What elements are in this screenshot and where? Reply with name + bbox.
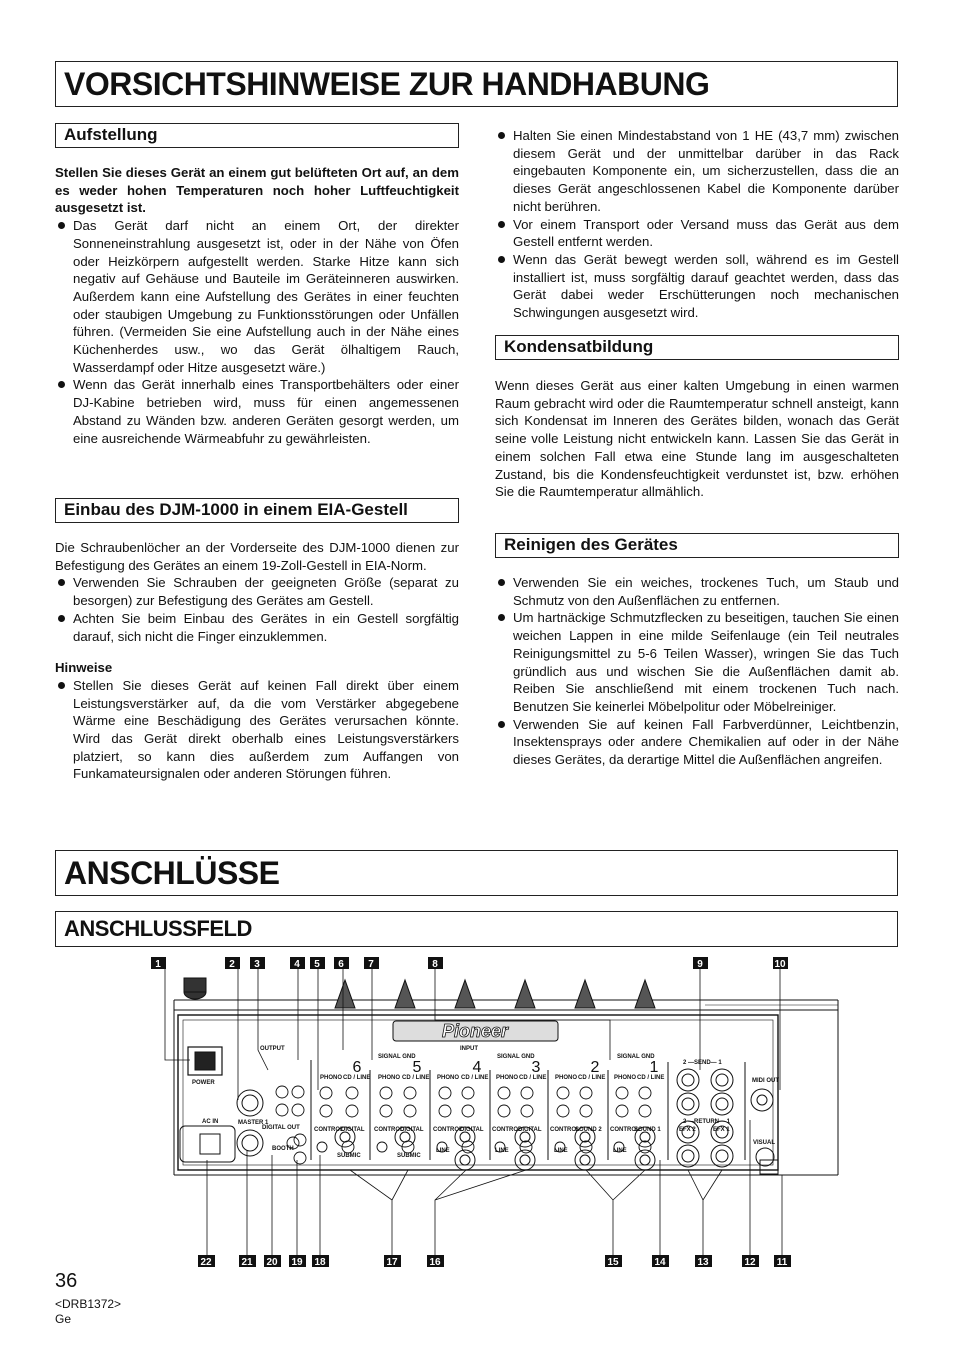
doc-code: <DRB1372>: [55, 1297, 122, 1311]
list-item: Wenn das Gerät bewegt werden soll, während es im Gestell installiert ist, muss sorgfältig darauf geachtet werden, dass das Gerät dabei weder Erschütterungen noch mechanischen Schwingungen ausgesetzt wird.: [495, 251, 899, 322]
marker-9: 9: [697, 959, 703, 970]
label-control-6: CONTROL: [314, 1127, 344, 1133]
label-control-1: CONTROL: [610, 1127, 640, 1133]
page-number: 36: [55, 1270, 78, 1292]
marker-2: 2: [229, 959, 235, 970]
list-item: Achten Sie beim Einbau des Gerätes in ein Gestell sorgfältig darauf, sich nicht die Finger einzuklemmen.: [55, 610, 459, 645]
label-input: INPUT: [460, 1046, 478, 1052]
label-digital-5: DIGITAL: [400, 1127, 424, 1133]
marker-8: 8: [432, 959, 438, 970]
label-efx2: EFX 2: [679, 1127, 696, 1133]
label-cd-line-1: CD / LINE: [637, 1075, 665, 1081]
label-digital-4: DIGITAL: [460, 1127, 484, 1133]
label-visual: VISUAL: [753, 1140, 776, 1146]
label-sound-1: SOUND 1: [634, 1127, 661, 1133]
heading-kondensat: Kondensatbildung: [495, 335, 899, 360]
label-phono-1: PHONO: [614, 1075, 637, 1081]
marker-19: 19: [291, 1257, 303, 1268]
label-phono-3: PHONO: [496, 1075, 519, 1081]
label-control-5: CONTROL: [374, 1127, 404, 1133]
marker-3: 3: [254, 959, 260, 970]
label-phono-4: PHONO: [437, 1075, 460, 1081]
label-midi-out: MIDI OUT: [752, 1078, 779, 1084]
label-signal-gnd-2: SIGNAL GND: [497, 1054, 535, 1060]
doc-lang: Ge: [55, 1312, 72, 1326]
label-digital-3: DIGITAL: [518, 1127, 542, 1133]
channel-3: 3: [531, 1059, 541, 1076]
label-line-2: LINE: [554, 1148, 568, 1154]
channel-4: 4: [472, 1059, 482, 1076]
marker-15: 15: [607, 1257, 619, 1268]
label-cd-line-6: CD / LINE: [343, 1075, 371, 1081]
list-item: Verwenden Sie Schrauben der geeigneten Größe (separat zu besorgen) zur Befestigung des Gerätes am Gestell.: [55, 574, 459, 609]
label-submic-2: SUBMIC: [397, 1153, 421, 1159]
label-control-3: CONTROL: [492, 1127, 522, 1133]
label-cd-line-5: CD / LINE: [402, 1075, 430, 1081]
heading-reinigen: Reinigen des Gerätes: [495, 533, 899, 558]
marker-16: 16: [429, 1257, 441, 1268]
label-line-1: LINE: [613, 1148, 627, 1154]
label-digital-6: DIGITAL: [341, 1127, 365, 1133]
document-id: [55, 1297, 121, 1327]
label-master1: MASTER 1: [238, 1120, 269, 1126]
label-output: OUTPUT: [260, 1046, 285, 1052]
kondensat-text: Wenn dieses Gerät aus einer kalten Umgebung in einen warmen Raum gebracht wird oder die Raumtemperatur schnell ansteigt, kann sich Kondensat im Inneren des Gerätes bilden, wonach das Gerät seine volle Leistung nicht entwickeln kann. Lassen Sie das Gerät in einem solchen Fall etwa eine Stunde lang im ausgeschalteten Zustand, bis die Kondensfeuchtigkeit verdunstet ist, bzw. erhöhen Sie die Raumtemperatur allmählich.: [495, 378, 899, 500]
label-control-2: CONTROL: [550, 1127, 580, 1133]
marker-4: 4: [294, 959, 300, 970]
brand-logo: Pioneer: [441, 1021, 509, 1041]
marker-10: 10: [774, 959, 786, 970]
label-efx1: EFX 1: [713, 1127, 730, 1133]
marker-14: 14: [654, 1257, 666, 1268]
label-cd-line-3: CD / LINE: [519, 1075, 547, 1081]
marker-1: 1: [155, 959, 161, 970]
label-line-3: LINE: [495, 1148, 509, 1154]
label-line-4: LINE: [436, 1148, 450, 1154]
list-item: Stellen Sie dieses Gerät auf keinen Fall direkt über einem Leistungsverstärker auf, da die vom Verstärker abgegebene Wärme eine Beschädigung des Gerätes verursachen könnte. Wird das Gerät direkt oberhalb eines Leistungsverstärkers platziert, so kann dies außerdem zum Auffangen von Funkamateursignalen oder anderen Störungen führen.: [55, 677, 459, 783]
marker-18: 18: [314, 1257, 326, 1268]
label-phono-5: PHONO: [378, 1075, 401, 1081]
marker-11: 11: [776, 1257, 788, 1268]
label-signal-gnd-3: SIGNAL GND: [617, 1054, 655, 1060]
label-send: 2 —SEND— 1: [683, 1060, 722, 1066]
label-booth: BOOTH: [272, 1146, 294, 1152]
channel-1: 1: [649, 1059, 659, 1076]
label-sound-2: SOUND 2: [575, 1127, 602, 1133]
marker-17: 17: [386, 1257, 398, 1268]
label-phono-6: PHONO: [320, 1075, 343, 1081]
label-submic-1: SUBMIC: [337, 1153, 361, 1159]
aufstellung-lead: Stellen Sie dieses Gerät an einem gut belüfteten Ort auf, an dem es weder hohen Temperaturen noch hoher Luftfeuchtigkeit ausgesetzt ist.: [55, 165, 459, 216]
list-item: Vor einem Transport oder Versand muss das Gerät aus dem Gestell entfernt werden.: [495, 216, 899, 251]
label-cd-line-4: CD / LINE: [461, 1075, 489, 1081]
section-subtitle-anschlussfeld: ANSCHLUSSFELD: [55, 911, 898, 947]
marker-20: 20: [266, 1257, 278, 1268]
marker-13: 13: [697, 1257, 709, 1268]
list-item: Wenn das Gerät innerhalb eines Transportbehälters oder einer DJ-Kabine betrieben wird, muss für einen angemessenen Abstand zu Wänden bzw. anderen Geräten gesorgt werden, um eine ausreichende Wärmeabfuhr zu gewährleisten.: [55, 376, 459, 447]
label-power: POWER: [192, 1080, 215, 1086]
marker-6: 6: [338, 959, 344, 970]
list-item: Um hartnäckige Schmutzflecken zu beseitigen, tauchen Sie einen weichen Lappen in eine milde Seifenlauge (ein Teil neutrales Reinigungsmittel zu 5-6 Teilen Wasser), wringen Sie das Tuch gründlich aus und wischen Sie die Außenflächen damit ab. Reiben Sie anschließend mit einem trockenen Tuch nach. Benutzen Sie keinerlei Möbelpolitur oder Möbelreiniger.: [495, 609, 899, 715]
label-ac-in: AC IN: [202, 1119, 219, 1125]
marker-22: 22: [200, 1257, 212, 1268]
section-title-anschluesse: ANSCHLÜSSE: [55, 850, 898, 896]
label-phono-2: PHONO: [555, 1075, 578, 1081]
label-digital-out: DIGITAL OUT: [262, 1125, 300, 1131]
list-item: Halten Sie einen Mindestabstand von 1 HE (43,7 mm) zwischen diesem Gerät und der unmittelbar darüber in das Rack eingebauten Komponente ein, um sicherzustellen, dass die an dieses Gerät angeschlossenen Kabel die Komponente darüber nicht berühren.: [495, 127, 899, 216]
list-item: Verwenden Sie ein weiches, trockenes Tuch, um Staub und Schmutz von den Außenflächen zu entfernen.: [495, 574, 899, 609]
list-item: Verwenden Sie auf keinen Fall Farbverdünner, Leichtbenzin, Insektensprays oder andere Chemikalien auf oder in der Nähe dieses Gerätes, da derartige Mittel die Außenflächen angreifen.: [495, 716, 899, 769]
list-item: Das Gerät darf nicht an einem Ort, der direkter Sonneneinstrahlung ausgesetzt ist, oder in der Nähe von Öfen oder Heizkörpern aufgestellt werden. Starke Hitze kann sich negativ auf Gehäuse und Bauteile im Geräteinneren auswirken. Außerdem kann eine Aufstellung des Gerätes in einer feuchten oder staubigen Umgebung zu Funktionsstörungen oder Unfällen führen. (Vermeiden Sie eine Aufstellung auch in der Nähe eines Küchenherdes usw., wo das Gerät ölhaltigem Rauch, Wasserdampf oder Hitze ausgesetzt wäre.): [55, 217, 459, 376]
hinweise-label: Hinweise: [55, 660, 113, 676]
marker-12: 12: [744, 1257, 756, 1268]
channel-2: 2: [590, 1059, 600, 1076]
channel-6: 6: [352, 1059, 362, 1076]
einbau-intro: Die Schraubenlöcher an der Vorderseite des DJM-1000 dienen zur Befestigung des Gerätes an einem 19-Zoll-Gestell in EIA-Norm.: [55, 540, 459, 573]
marker-21: 21: [241, 1257, 253, 1268]
marker-7: 7: [368, 959, 374, 970]
page-title: VORSICHTSHINWEISE ZUR HANDHABUNG: [55, 61, 898, 107]
channel-5: 5: [412, 1059, 422, 1076]
label-return: 2 —RETURN— 1: [683, 1119, 731, 1125]
label-cd-line-2: CD / LINE: [578, 1075, 606, 1081]
marker-5: 5: [314, 959, 320, 970]
label-signal-gnd-1: SIGNAL GND: [378, 1054, 416, 1060]
label-control-4: CONTROL: [433, 1127, 463, 1133]
heading-einbau: Einbau des DJM-1000 in einem EIA-Gestell: [55, 498, 459, 523]
heading-aufstellung: Aufstellung: [55, 123, 459, 148]
